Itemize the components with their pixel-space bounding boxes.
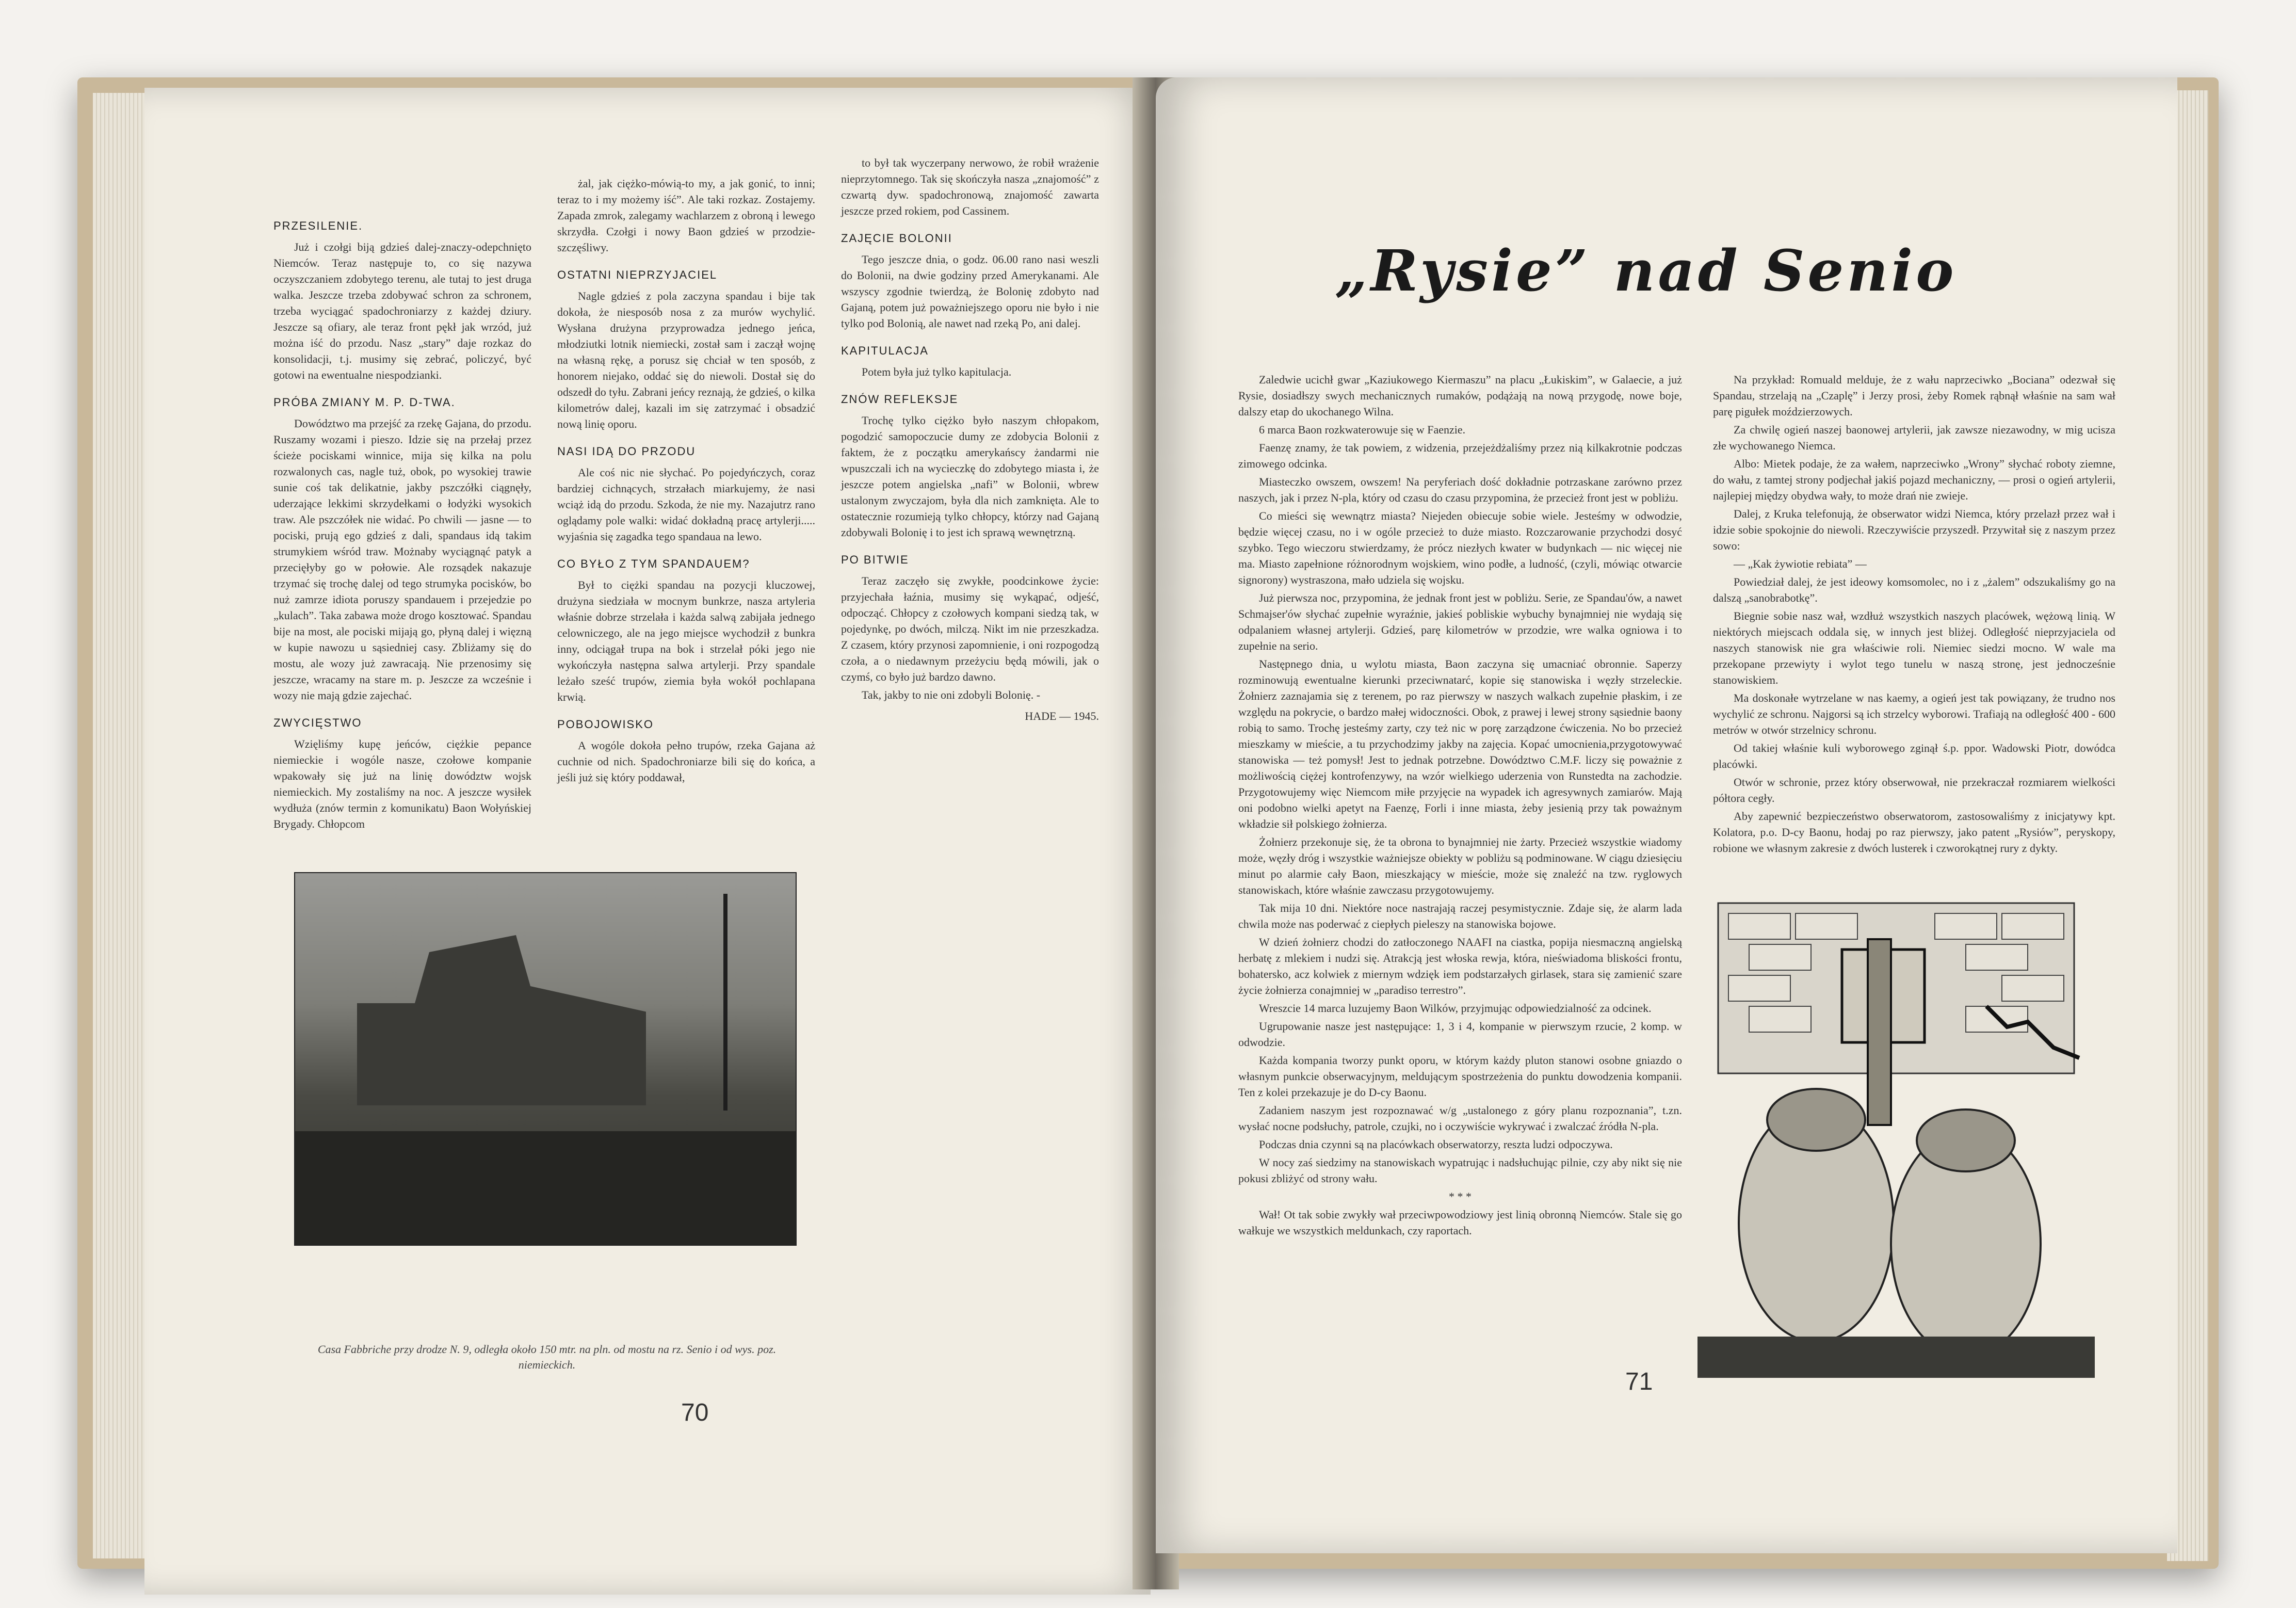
section-text: Tego jeszcze dnia, o godz. 06.00 rano nasi weszli do Bolonii, na dwie godziny przed Amerykanami. Ale wszyscy zgodnie twierdzą, że Bolonię zdobyto nad Gajaną, potem już poważniejszego oporu nie było i nie tylko pod Bolonią, ale nawet nad rzeką Po, ani dalej. xyxy=(841,253,1099,330)
author-signature: HADE — 1945. xyxy=(1025,710,1099,722)
paragraph: * * * xyxy=(1449,1190,1472,1203)
section-text: Już i czołgi biją gdzieś dalej-znaczy-odepchnięto Niemców. Teraz następuje to, co się nazywa oczyszczaniem zdobytego terenu, ale tutaj to jest druga walka. Jeszcze trzeba zdobywać schron za schronem, trzeba wyciągać spadochroniarzy z każdej dziury. Jeszcze są ofiary, ale teraz front pękł jak wrzód, już można iść do przodu. Nasz „stary” daje rozkaz do konsolidacji, t.j. musimy się zebrać, policzyć, być gotowi na ewentualne niespodzianki. xyxy=(273,240,531,381)
photo-casa-fabbriche xyxy=(294,872,797,1246)
section-text: Teraz zaczęło się zwykłe, poodcinkowe życie: przyjechała łaźnia, musimy się wykąpać, odjeść, odpocząć. Chłopcy z czołowych kompani siedzą tak, w pojedynkę, po dwóch, milczą. Nikt im nie przeszkadza. Z czasem, który przynosi zapomnienie, i oni rozpogodzą czoła, a o niedawnym przeżyciu będą mówili, jak o czymś, co było już bardzo dawno. xyxy=(841,574,1099,683)
section-heading: NASI IDĄ DO PRZODU xyxy=(557,445,696,458)
paragraph: W nocy zaś siedzimy na stanowiskach wypatrując i nadsłuchując pilnie, czy aby nikt się nie pokusi zbliżyć od strony wału. xyxy=(1238,1156,1682,1185)
paragraph: Następnego dnia, u wylotu miasta, Baon zaczyna się umacniać obronnie. Saperzy rozminowują ewentualne kierunki przeciwnatarć, kopie się stanowiska i węzły strzeleckie. Żołnierz zaznajamia się z terenem, po raz pierwszy w naszych walkach zupełnie płaskim, i ze względu na pokrycie, o bardzo małej widoczności. Obok, z prawej i lewej strony sąsiednie baony robią to samo. Trochę jesteśmy zarty, czy też nic w porę zarządzone ćwiczenia. No bo przecież mieszkamy w mieście, a tu przychodzimy jakby na zajęcia. Kopać umocnienia,przygotowywać stanowiska — też pomysł! Jest to jednak potrzebne. Dowództwo C.M.F. liczy się poważnie z możliwością ciężej kontrofenzywy, na wzór wielkiego uderzenia von Runstedta na zachodzie. Przygotowujemy więc Niemcom miłe przyjęcie na wypadek ich agresywnych zamiarów. Mają oni podobno wielki apetyt na Faenzę, Forli i inne miasta, żeby jesienią przy tak poważnym wkładzie sił polskiego żołnierza. xyxy=(1238,657,1682,830)
section-heading: OSTATNI NIEPRZYJACIEL xyxy=(557,268,718,281)
section-heading: KAPITULACJA xyxy=(841,344,929,357)
page-number-left: 70 xyxy=(681,1399,709,1426)
photo-ground xyxy=(295,1131,796,1245)
paragraph: Za chwilę ogień naszej baonowej artylerii, jak zawsze niezawodny, w mig ucisza złe wychowanego Niemca. xyxy=(1713,423,2115,452)
paragraph: Otwór w schronie, przez który obserwował, nie przekraczał rozmiarem wielkości półtora cegły. xyxy=(1713,776,2115,805)
illustration-helmet-left xyxy=(1767,1089,1865,1151)
paragraph: Zaledwie ucichł gwar „Kaziukowego Kiermaszu” na placu „Łukiskim”, w Galaecie, a już Rysie, dosiadłszy swych mechanicznych rumaków, podążają na nową przygodę, nowe boje, dalszy etap do ukochanego Wilna. xyxy=(1238,373,1682,418)
paragraph: Podczas dnia czynni są na placówkach obserwatorzy, reszta ludzi odpoczywa. xyxy=(1259,1138,1613,1151)
paragraph: Ma doskonałe wytrzelane w nas kaemy, a ogień jest tak powiązany, że trudno nos wychylić ze schronu. Najgorsi są ich strzelcy wyborowi. Trafiają na odległość 400 - 600 metrów w otwór strzelnicy schronu. xyxy=(1713,692,2115,736)
paragraph: Ugrupowanie nasze jest następujące: 1, 3 i 4, kompanie w pierwszym rzucie, 2 komp. w odwodzie. xyxy=(1238,1020,1682,1049)
paragraph: Miasteczko owszem, owszem! Na peryferiach dość dokładnie potrzaskane zarówno przez naszych, jak i przez N-pla, który od czasu do czasu przypomina, że przecież front jest w pobliżu. xyxy=(1238,475,1682,504)
page-number-right: 71 xyxy=(1625,1368,1653,1395)
left-column-3 xyxy=(841,155,1099,726)
paragraph: Wreszcie 14 marca luzujemy Baon Wilków, przyjmując odpowiedzialność za odcinek. xyxy=(1259,1002,1652,1015)
section-text: Ale coś nic nie słychać. Po pojedyńczych, coraz bardziej cichnących, strzałach miarkujemy, że nasi wciąż idą do przodu. Szkoda, że nie my. Nazajutrz rano oglądamy pole walki: widać dokładną pracę artylerji..... wyjaśnia się zagadka tego spandaua na lewo. xyxy=(557,466,815,543)
paragraph: Faenzę znamy, że tak powiem, z widzenia, przejeżdżaliśmy przez nią kilkakrotnie podczas zimowego odcinka. xyxy=(1238,441,1682,470)
section-text: to był tak wyczerpany nerwowo, że robił wrażenie nieprzytomnego. Tak się skończyła nasza „znajomość” z czwartą dyw. spadochronową, znajomość zawarta jeszcze przed rokiem, pod Cassinem. xyxy=(841,156,1099,217)
paragraph: Już pierwsza noc, przypomina, że jednak front jest w pobliżu. Serie, ze Spandau'ów, a nawet Schmajser'ów słychać zupełnie wyraźnie, jakieś pobliskie wybuchy bynajmniej nie wydają się odpalaniem własnej artylerji. Gdzieś, parę kilometrów w przodzie, wre walka ogniowa i to zupełnie na serio. xyxy=(1238,591,1682,652)
paragraph: 6 marca Baon rozkwaterowuje się w Faenzie. xyxy=(1259,423,1466,436)
illustration-helmet-right xyxy=(1917,1109,2015,1171)
paragraph: Od takiej właśnie kuli wyborowego zginął ś.p. ppor. Wadowski Piotr, dowódca placówki. xyxy=(1713,742,2115,770)
paragraph: Co mieści się wewnątrz miasta? Niejeden obiecuje sobie wiele. Jesteśmy w odwodzie, będzie więcej czasu, no i w ogóle przecież to duże miasto. Rozczarowanie przychodzi dosyć szybko. Tego wieczoru stwierdzamy, że prócz niezłych kwater w budynkach — nic więcej nie ma. Miasto zapełnione różnorodnym wojskiem, wino podłe, a ludność, (czyli, mówiąc otwarcie signorony) wystraszona, mało udziela się wojsku. xyxy=(1238,509,1682,586)
section-text: Potem była już tylko kapitulacja. xyxy=(862,365,1012,378)
paragraph: Biegnie sobie nasz wał, wzdłuż wszystkich naszych placówek, wężową linią. W niektórych miejscach oddala się, w innych jest bliżej. Odległość nieprzyjaciela od naszych stanowisk nie gra właściwie roli. Niemiec siedzi mocno. W wale ma przekopane przewiyty i wylot tego tunelu w naszą stronę, jest jednocześnie stanowiskiem. xyxy=(1713,609,2115,686)
section-heading: PRZESILENIE. xyxy=(273,219,363,232)
paragraph: Powiedział dalej, że jest ideowy komsomolec, no i z „żalem” odszukaliśmy go na dalszą „sanobrabotkę”. xyxy=(1713,575,2115,604)
left-column-1 xyxy=(273,206,531,834)
left-column-2 xyxy=(557,175,815,787)
section-heading: ZNÓW REFLEKSJE xyxy=(841,393,959,406)
photo-caption: Casa Fabbriche przy drodze N. 9, odległa około 150 mtr. na pln. od mostu na rz. Senio i od wys. poz. niemieckich. xyxy=(317,1343,777,1371)
section-text: Wzięliśmy kupę jeńców, ciężkie pepance niemieckie i wogóle nasze, czołowe kompanie wpakowały się już na linię dowództw wojsk niemieckich. My zostaliśmy na noc. A jeszcze wysiłek wydłuża (znów termin z komunikatu) Baon Wołyńskiej Brygady. Chłopcom xyxy=(273,737,531,830)
section-text: Dowództwo ma przejść za rzekę Gajana, do przodu. Ruszamy wozami i pieszo. Idzie się na przełaj przez ścieże pociskami winnice, mija się kilka na polu rozwalonych cas, nagle tuż, obok, po wysokiej trawie sunie coś tak delikatnie, jakby pszczółki ciągnęły, uderzające lekkimi skrzydełkami o łodyżki wysokich traw. Ale pszczółek nie widać. Po chwili — jasne — to pociski, prują ego gdzieś z dali, spandaus idą takim strumykiem wśród traw. Możnaby wyciągnąć patyk a przecięłyby go w połowie. Ale rozsądek nakazuje trzymać się trochę dalej od tego strumyka pocisków, bo nuż zamrze idiota poruszy spandauem i przejedzie po „kulach”. Taka zabawa może drogo kosztować. Spandau bije na most, ale pociski mijają go, płyną dalej i więzną w kupie nawozu u sąsiedniej casy. Zbliżamy się do mostu, ale wozy już zawracają. Nie przenosimy się jeszcze, wracamy na stare m. p. Jeszcze za wcześnie i wozy nie mają gdzie zajechać. xyxy=(273,417,531,702)
right-column-1 xyxy=(1238,372,1682,1241)
section-heading: CO BYŁO Z TYM SPANDAUEM? xyxy=(557,557,750,570)
paragraph: Albo: Mietek podaje, że za wałem, naprzeciwko „Wrony” słychać roboty ziemne, do wału, z tamtej strony podjechał jakiś pojazd mechaniczny, — prosi o ogień artylerii, najlepiej między obydwa wały, to może drań nie zwieje. xyxy=(1713,457,2115,502)
section-text: Trochę tylko ciężko było naszym chłopakom, pogodzić samopoczucie dumy ze zdobycia Bolonii z faktem, że z początku amerykańscy żandarmi nie wpuszczali ich na wycieczkę do zdobytego miasta i, że jeszcze potem angielska „nafi” w Bolonii, wbrew ustalonym zwyczajom, była dla nich zamknięta. Ale to ostatecznie rozumieją tylko chłopcy, którzy nad Gajaną zdobywali Bolonię i to jest ich sprawą wewnętrzną. xyxy=(841,414,1099,539)
section-heading: PRÓBA ZMIANY M. P. D-TWA. xyxy=(273,396,456,409)
paragraph: Na przykład: Romuald melduje, że z wału naprzeciwko „Bociana” odezwał się Spandau, strzelają na „Czaplę” i Jerzy prosi, żeby Romek rąbnął właśnie na sam wał parę pigułek moździerzowych. xyxy=(1713,373,2115,418)
paragraph: Dalej, z Kruka telefonują, że obserwator widzi Niemca, który przelazł przez wał i idzie sobie spokojnie do niewoli. Rzeczywiście przyszedł. Przywitał się z naszym przez sowo: xyxy=(1713,507,2115,552)
section-heading: PO BITWIE xyxy=(841,553,909,566)
section-text: Tak, jakby to nie oni zdobyli Bolonię. - xyxy=(862,688,1041,701)
section-text: żal, jak ciężko-mówią-to my, a jak gonić, to inni; teraz to i my możemy iść”. Ale taki rozkaz. Zostajemy. Zapada zmrok, zalegamy wachlarzem z obroną i lewego skrzydła. Czołgi i nowy Baon gdzieś w przodzie-szczęśliwy. xyxy=(557,177,815,254)
right-page xyxy=(1156,77,2177,1553)
photo-pole xyxy=(723,894,727,1111)
paragraph: W dzień żołnierz chodzi do zatłoczonego NAAFI na ciastka, popija niesmaczną angielską herbatę z mlekiem i nudzi się. Atrakcją jest włoska rewja, która, nieświadoma bliskości frontu, bohatersko, acz kolwiek z miernym wdzięk iem podstarzałych girlasek, stara się zamienić szare życie żołnierza conajmniej w „paradiso terrestro”. xyxy=(1238,936,1682,996)
section-heading: POBOJOWISKO xyxy=(557,718,654,731)
photo-building xyxy=(357,935,646,1105)
illustration-floor xyxy=(1697,1337,2095,1378)
right-column-2 xyxy=(1713,372,2115,858)
section-heading: ZWYCIĘSTWO xyxy=(273,716,362,729)
article-title: „Rysie” nad Senio xyxy=(1335,237,1957,304)
paragraph: Tak mija 10 dni. Niektóre noce nastrajają raczej pesymistycznie. Zdaje się, że alarm lada chwila może nas poderwać z ciepłych pieleszy na stanowiska bojowe. xyxy=(1238,902,1682,930)
paragraph: — „Kak żywiotie rebiata” — xyxy=(1734,557,1867,570)
paragraph: Żołnierz przekonuje się, że ta obrona to bynajmniej nie żarty. Przecież wszystkie wiadomy może, węzły dróg i wszystkie ważniejsze obiekty w pobliżu są podminowane. W ciągu dziesięciu minut po alarmie cały Baon, mieszkający w mieście, może się znaleźć na tzw. ryglowych stanowiskach, które właśnie zawczasu przygotowujemy. xyxy=(1238,835,1682,896)
section-text: Nagle gdzieś z pola zaczyna spandau i bije tak dokoła, że niesposób nosa z za murów wychylić. Wysłana drużyna przyprowadza jednego jeńca, młodziutki lotnik niemiecki, został sam i zaczął wojnę na własną rękę, a porusz się chciał w ten sposób, z honorem niejako, oddać się do niewoli. Dostał się do odszedł do tyłu. Zabrani jeńcy reznają, że gdzieś, o kilka kilometrów dalej, kazali im się zatrzymać i obsadzić nową linię oporu. xyxy=(557,290,815,430)
paragraph: Każda kompania tworzy punkt oporu, w którym każdy pluton stanowi osobne gniazdo o własnym punkcie obserwacyjnym, meldującym spostrzeżenia do punktu dowodzenia kompanii. Ten z kolei przekazuje je do D-cy Baonu. xyxy=(1238,1054,1682,1099)
paragraph: Wał! Ot tak sobie zwykły wał przeciwpowodziowy jest linią obronną Niemców. Stale się go wałkuje we wszystkich meldunkach, czy raportach. xyxy=(1238,1208,1682,1237)
paragraph: Zadaniem naszym jest rozpoznawać w/g „ustalonego z góry planu rozpoznania”, t.zn. wysłać nocne podsłuchy, patrole, czujki, no i oczywiście wykrywać i zwalczać źródła N-pla. xyxy=(1238,1104,1682,1133)
left-page xyxy=(144,88,1151,1595)
section-heading: ZAJĘCIE BOLONII xyxy=(841,232,952,245)
section-text: Był to ciężki spandau na pozycji kluczowej, drużyna siedziała w mocnym bunkrze, nasza artyleria właśnie dobrze strzelała i każda salwą zabijała jednego celowniczego, ale na jego miejsce wychodził z bunkra inny, odciągał trupa na bok i strzelał póki jego nie wykończyła następna salwa artylerji. Przy spandale leżało sześć trupów, ziemia była wokół pochlapana krwią. xyxy=(557,578,815,703)
illustration-soldiers-periscope xyxy=(1697,893,2095,1383)
paragraph: Aby zapewnić bezpieczeństwo obserwatorom, zastosowaliśmy z inicjatywy kpt. Kolatora, p.o. D-cy Baonu, hodaj po raz pierwszy, jako patent „Rysiów”, peryskopy, robione we własnym zakresie z dwóch lusterek i czworokątnej rury z dykty. xyxy=(1713,810,2115,855)
illustration-periscope xyxy=(1868,939,1891,1125)
section-text: A wogóle dokoła pełno trupów, rzeka Gajana aż cuchnie od nich. Spadochroniarze bili się do końca, a jeśli już się który poddawał, xyxy=(557,739,815,784)
